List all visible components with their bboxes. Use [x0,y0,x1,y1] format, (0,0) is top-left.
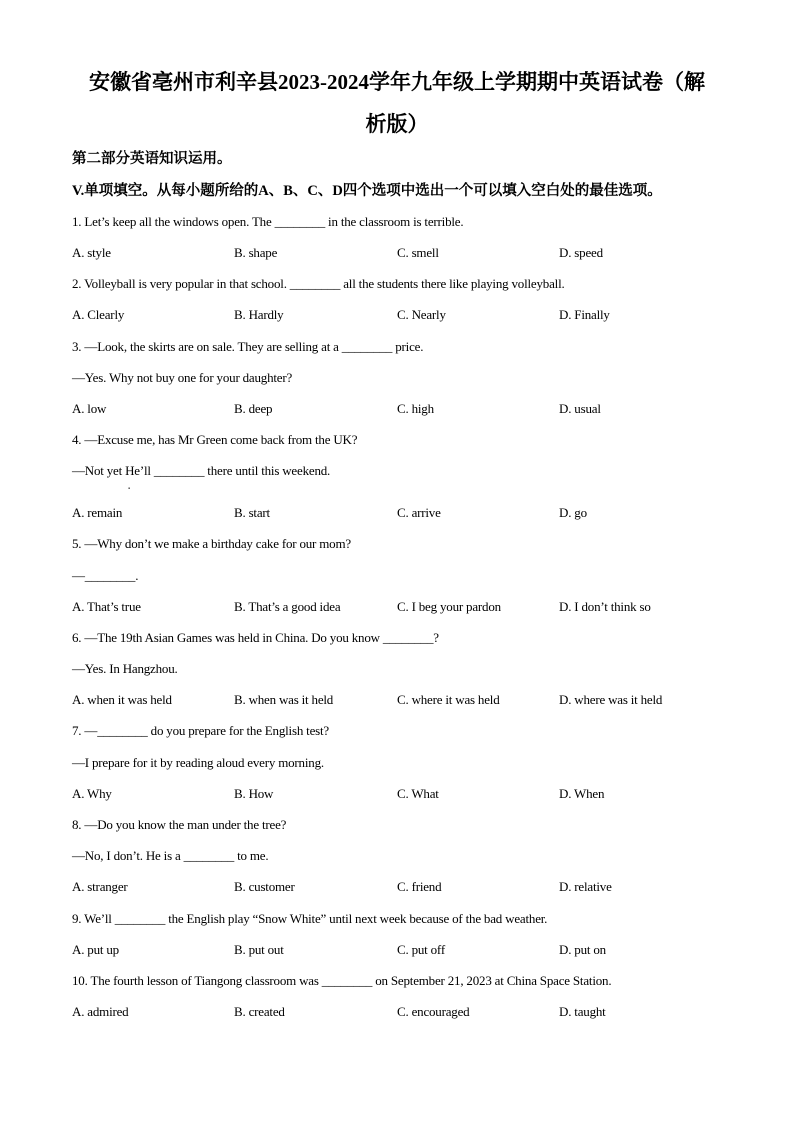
question-5-option-c: C. I beg your pardon [397,599,501,614]
question-4-reply: —Not yet He’ll ________ there until this weekend. [72,463,331,478]
question-1-option-b: B. shape [234,245,278,260]
question-10-stem: 10. The fourth lesson of Tiangong classroom was ________ on September 21, 2023 at China Space Station. [72,973,612,988]
question-2-option-b: B. Hardly [234,307,284,322]
question-4-option-c: C. arrive [397,505,441,520]
question-6-option-b: B. when was it held [234,692,334,707]
question-9-option-d: D. put on [559,942,606,957]
question-7-stem: 7. —________ do you prepare for the English test? [72,723,330,738]
stray-mark: ▪ [128,486,131,492]
question-8-option-d: D. relative [559,879,612,894]
question-6-option-c: C. where it was held [397,692,500,707]
question-7-option-b: B. How [234,786,274,801]
question-4-option-d: D. go [559,505,587,520]
document-title-line-2: 析版） [365,112,429,136]
question-3-stem: 3. —Look, the skirts are on sale. They are selling at a ________ price. [72,339,424,354]
question-6-option-d: D. where was it held [559,692,663,707]
question-8-option-c: C. friend [397,879,442,894]
question-1-option-c: C. smell [397,245,439,260]
question-5-option-b: B. That’s a good idea [234,599,341,614]
question-10-option-b: B. created [234,1004,285,1019]
question-10-option-c: C. encouraged [397,1004,470,1019]
question-1-option-d: D. speed [559,245,603,260]
question-5-option-a: A. That’s true [72,599,141,614]
question-9-option-a: A. put up [72,942,119,957]
question-3-option-b: B. deep [234,401,273,416]
question-2-option-d: D. Finally [559,307,610,322]
question-8-option-a: A. stranger [72,879,128,894]
question-7-option-c: C. What [397,786,439,801]
question-7-option-a: A. Why [72,786,112,801]
question-6-option-a: A. when it was held [72,692,172,707]
question-8-option-b: B. customer [234,879,295,894]
question-5-reply: —________. [72,568,139,583]
question-10-option-d: D. taught [559,1004,606,1019]
question-3-option-d: D. usual [559,401,601,416]
document-title-line-1: 安徽省亳州市利辛县2023-2024学年九年级上学期期中英语试卷（解 [89,70,705,94]
question-10-option-a: A. admired [72,1004,129,1019]
question-2-option-a: A. Clearly [72,307,125,322]
question-6-stem: 6. —The 19th Asian Games was held in China. Do you know ________? [72,630,439,645]
question-6-reply: —Yes. In Hangzhou. [72,661,178,676]
question-2-option-c: C. Nearly [397,307,446,322]
question-4-option-b: B. start [234,505,270,520]
question-2-stem: 2. Volleyball is very popular in that school. ________ all the students there like playing volleyball. [72,276,565,291]
question-5-stem: 5. —Why don’t we make a birthday cake for our mom? [72,536,351,551]
question-1-stem: 1. Let’s keep all the windows open. The ________ in the classroom is terrible. [72,214,464,229]
question-8-reply: —No, I don’t. He is a ________ to me. [72,848,269,863]
question-5-option-d: D. I don’t think so [559,599,651,614]
question-8-stem: 8. —Do you know the man under the tree? [72,817,287,832]
section-heading: V.单项填空。从每小题所给的A、B、C、D四个选项中选出一个可以填入空白处的最佳选项。 [72,183,662,199]
question-9-option-c: C. put off [397,942,445,957]
question-1-option-a: A. style [72,245,111,260]
question-4-stem: 4. —Excuse me, has Mr Green come back from the UK? [72,432,358,447]
question-3-option-c: C. high [397,401,434,416]
question-3-reply: —Yes. Why not buy one for your daughter? [72,370,293,385]
question-9-option-b: B. put out [234,942,284,957]
part-heading: 第二部分英语知识运用。 [72,151,232,167]
question-3-option-a: A. low [72,401,107,416]
question-9-stem: 9. We’ll ________ the English play “Snow White” until next week because of the bad weather. [72,911,548,926]
question-4-option-a: A. remain [72,505,123,520]
question-7-option-d: D. When [559,786,605,801]
question-7-reply: —I prepare for it by reading aloud every morning. [72,755,324,770]
